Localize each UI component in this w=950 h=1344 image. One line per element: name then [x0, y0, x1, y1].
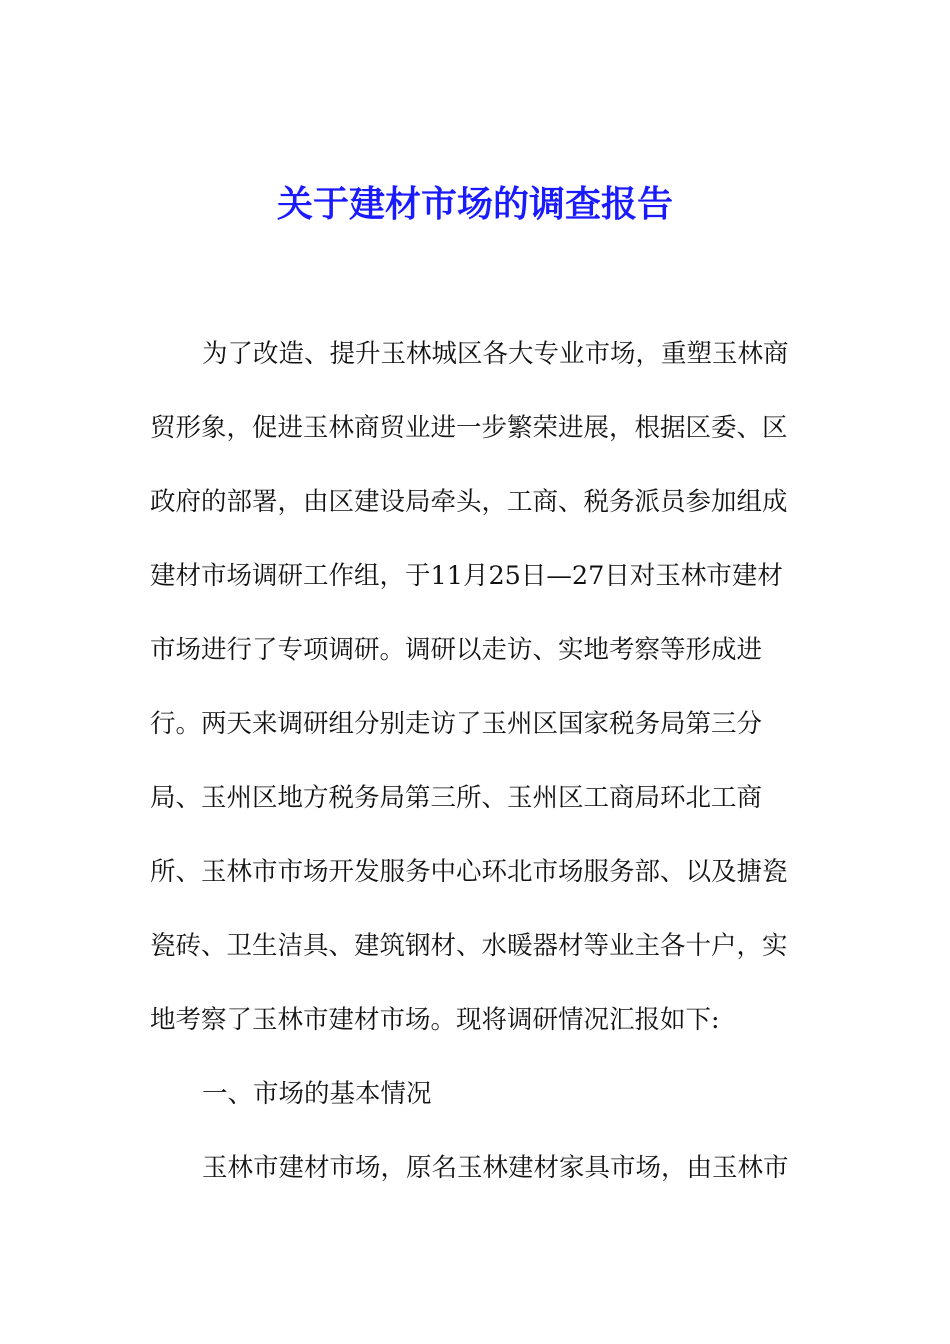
paragraph-line: 市场进行了专项调研。调研以走访、实地考察等形成进 [150, 635, 763, 665]
paragraph-line: 政府的部署，由区建设局牵头，工商、税务派员参加组成 [150, 487, 788, 517]
document-title: 关于建材市场的调查报告 [276, 183, 673, 225]
paragraph-line: 所、玉林市市场开发服务中心环北市场服务部、以及搪瓷 [150, 857, 788, 887]
paragraph-line: 为了改造、提升玉林城区各大专业市场，重塑玉林商 [202, 339, 789, 369]
section-heading: 一、市场的基本情况 [202, 1079, 432, 1109]
paragraph-line: 瓷砖、卫生洁具、建筑钢材、水暖器材等业主各十户，实 [150, 931, 788, 961]
paragraph-line: 行。两天来调研组分别走访了玉州区国家税务局第三分 [150, 709, 763, 739]
paragraph-line: 玉林市建材市场，原名玉林建材家具市场，由玉林市 [202, 1153, 789, 1183]
paragraph-line: 局、玉州区地方税务局第三所、玉州区工商局环北工商 [150, 783, 763, 813]
paragraph-line: 地考察了玉林市建材市场。现将调研情况汇报如下: [150, 1005, 720, 1035]
paragraph-line: 贸形象，促进玉林商贸业进一步繁荣进展，根据区委、区 [150, 413, 788, 443]
paragraph-line: 建材市场调研工作组，于11月25日—27日对玉林市建材 [150, 561, 783, 591]
